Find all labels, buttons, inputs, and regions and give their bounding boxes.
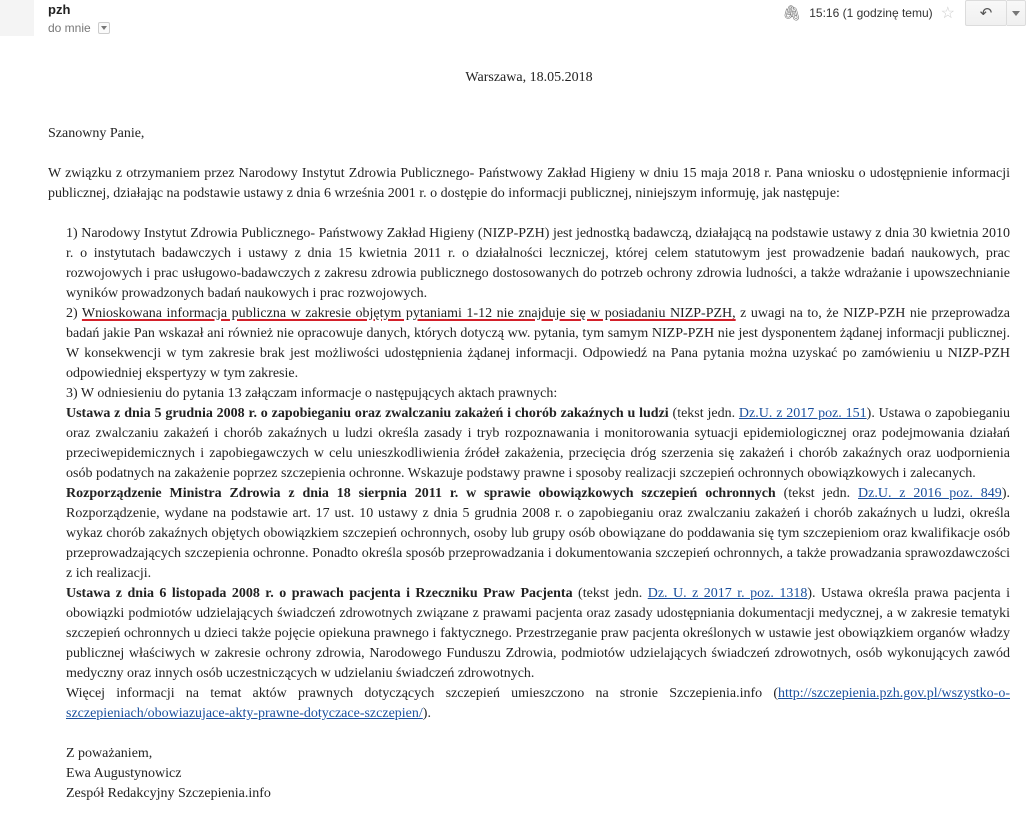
act-description: ). Ustawa o zapobieganiu oraz zwalczaniu zakażeń i chorób zakaźnych u ludzi określa zasady i tryb rozpoznawania i monitorowania sytuacji epidemiologicznej oraz podejmowania działań przeciwepidemicznych i zapobiegawczych w celu unieszkodliwienia źródeł zakażenia, przecięcia dróg szerzenia się zakażeń i chorób zakaźnych oraz uodpornienia osób podatnych na zakażenie poprzez szczepienia ochronne. Wskazuje podstawy prawne i sposoby realizacji szczepień ochronnych obowiązkowych i zalecanych.: [66, 406, 1010, 481]
legal-act: [66, 404, 1010, 484]
closing: Z poważaniem,: [66, 746, 153, 761]
more-info: [66, 684, 1010, 724]
signer-team: Zespół Redakcyjny Szczepienia.info: [66, 786, 271, 801]
list-item: 3) W odniesieniu do pytania 13 załączam informacje o następujących aktach prawnych:: [66, 386, 558, 401]
list-item: 1) Narodowy Instytut Zdrowia Publicznego- Państwowy Zakład Higieny (NIZP-PZH) jest jednostką badawczą, działającą na podstawie ustawy z dnia 30 kwietnia 2010 r. o instytutach badawczych i ustawy z dnia 15 kwietnia 2011 r. o działalności leczniczej, której celem statutowym jest prowadzenie badań naukowych, prac rozwojowych i prac usługowo-badawczych z zakresu zdrowia publicznego dostosowanych do potrzeb ochrony zdrowia ludności, a także wdrażanie i upowszechnianie wyników prowadzonych badań naukowych i prac rozwojowych.: [66, 226, 1010, 301]
letter-greeting: Szanowny Panie,: [48, 126, 145, 141]
more-options-button[interactable]: [1007, 0, 1026, 26]
more-info-text: Więcej informacji na temat aktów prawnych dotyczących szczepień umieszczono na stronie Szczepienia.info (: [66, 686, 779, 701]
list-item: [66, 304, 1010, 384]
szczepienia-link[interactable]: http://szczepienia.pzh.gov.pl/wszystko-o-szczepieniach/obowiazujace-akty-prawne-dotyczace-szczepien/: [66, 686, 1010, 721]
legal-act: [66, 484, 1010, 584]
attachment-icon: 🖇: [782, 5, 802, 22]
act-link[interactable]: Dz.U. z 2017 poz. 151: [738, 406, 867, 421]
act-text: (tekst jedn.: [775, 486, 859, 501]
message-body: [48, 64, 1010, 804]
reply-button[interactable]: [965, 0, 1007, 26]
act-link[interactable]: Dz.U. z 2016 poz. 849: [858, 486, 1002, 501]
signature: [48, 744, 1010, 804]
timestamp: 15:16 (1 godzinę temu): [809, 6, 933, 20]
avatar[interactable]: [0, 0, 34, 36]
highlighted-statement: Wnioskowana informacja publiczna w zakresie objętym pytaniami 1-12 nie znajduje się w posiadaniu NIZP-PZH,: [81, 306, 736, 321]
act-text: (tekst jedn.: [572, 586, 648, 601]
act-description: ). Ustawa określa prawa pacjenta i obowiązki podmiotów udzielających świadczeń zdrowotnych związane z prawami pacjenta oraz zasady udostępniania dokumentacji medycznej, a w zakresie tematyki szczepień ochronnych u dzieci także pojęcie opiekuna prawnego i faktycznego. Przestrzeganie praw pacjenta określonych w ustawie jest obowiązkiem organów władzy publicznej właściwych w zakresie ochrony zdrowia, Narodowego Funduszu Zdrowia, podmiotów udzielających świadczeń zdrowotnych, osób wykonujących zawód medyczny oraz innych osób uczestniczących w udzielaniu świadczeń zdrowotnych.: [66, 586, 1010, 681]
act-title: Rozporządzenie Ministra Zdrowia z dnia 18 sierpnia 2011 r. w sprawie obowiązkowych szczepień ochronnych: [66, 486, 776, 501]
legal-act: [66, 584, 1010, 684]
recipient-line: [48, 21, 110, 35]
item-prefix: 2): [66, 306, 82, 321]
reply-icon: ↶: [979, 5, 993, 22]
message-meta: [782, 0, 1026, 26]
sender-name[interactable]: pzh: [48, 2, 71, 17]
response-list: [48, 224, 1010, 724]
star-icon[interactable]: ☆: [940, 5, 955, 22]
recipient-label: do mnie: [48, 21, 91, 35]
signer-name: Ewa Augustynowicz: [66, 766, 182, 781]
letter-intro: W związku z otrzymaniem przez Narodowy Instytut Zdrowia Publicznego- Państwowy Zakład Higieny w dniu 15 maja 2018 r. Pana wniosku o udostępnienie informacji publicznej, działając na podstawie ustawy z dnia 6 września 2001 r. o dostępie do informacji publicznej, niniejszym informuję, jak następuje:: [48, 166, 1010, 201]
act-title: Ustawa z dnia 6 listopada 2008 r. o prawach pacjenta i Rzeczniku Praw Pacjenta: [66, 586, 573, 601]
letter-date: Warszawa, 18.05.2018: [465, 70, 593, 85]
item-text: z uwagi na to, że NIZP-PZH nie przeprowadza badań jakie Pan wskazał ani również nie opracowuje danych, których dotyczą ww. pytania, tym samym NIZP-PZH nie jest dysponentem żądanej informacji publicznej. W konsekwencji w tym zakresie brak jest możliwości udostępnienia żądanej informacji. Odpowiedź na Pana pytania można uzyskać po zamówieniu u NIZP-PZH odpowiedniej ekspertyzy w tym zakresie.: [66, 306, 1010, 381]
act-link[interactable]: Dz. U. z 2017 r. poz. 1318: [647, 586, 808, 601]
act-description: ). Rozporządzenie, wydane na podstawie art. 17 ust. 10 ustawy z dnia 5 grudnia 2008 r. o zapobieganiu oraz zwalczaniu zakażeń i chorób zakaźnych u ludzi, określa wykaz chorób zakaźnych objętych obowiązkiem szczepień ochronnych, osoby lub grupy osób obowiązane do poddawania się tym szczepieniom oraz kwalifikacje osób przeprowadzających szczepienia ochronne. Ponadto określa sposób przeprowadzania i dokumentowania szczepień ochronnych, a także prowadzania sprawozdawczości z ich realizacji.: [66, 486, 1010, 581]
details-dropdown-button[interactable]: [98, 22, 110, 34]
act-title: Ustawa z dnia 5 grudnia 2008 r. o zapobieganiu oraz zwalczaniu zakażeń i chorób zakaźnych u ludzi: [66, 406, 669, 421]
more-info-end: ).: [422, 706, 431, 721]
act-text: (tekst jedn.: [668, 406, 739, 421]
message-header: [0, 0, 1032, 44]
